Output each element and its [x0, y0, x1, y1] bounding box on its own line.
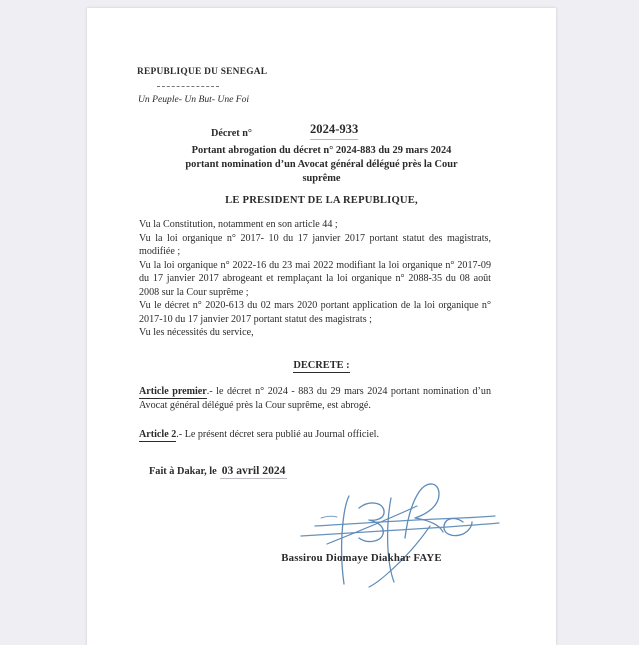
article-first-body: .- le décret n° 2024 - 883 du 29 mars 2024 portant nomination d’un Avocat général délégué près la Cour suprême, est abrogé. [139, 386, 492, 411]
decree-title-line-2: portant nomination d’un Avocat général délégué près la Cour [185, 159, 458, 170]
article-first-heading: Article premier [139, 386, 207, 397]
handwritten-signature-icon [287, 474, 537, 589]
national-motto: Un Peuple- Un But- Une Foi [138, 94, 250, 105]
article-second-heading: Article 2 [139, 429, 177, 440]
document-page [87, 8, 556, 645]
signature-date: 03 avril 2024 [221, 464, 286, 477]
article-second [139, 428, 491, 442]
enacting-clause [87, 360, 556, 371]
header-divider [157, 86, 219, 90]
decree-title-line-1: Portant abrogation du décret n° 2024-883 du 29 mars 2024 [191, 145, 452, 156]
republic-heading: REPUBLIQUE DU SENEGAL [137, 67, 268, 77]
place-date-prefix: Fait à Dakar, le [149, 466, 217, 477]
decree-number: 2024-933 [310, 122, 358, 140]
decree-title [87, 144, 556, 186]
enacting-clause-text: DECRETE : [293, 360, 350, 371]
issuing-authority: LE PRESIDENT DE LA REPUBLIQUE, [225, 195, 418, 206]
signer-name: Bassirou Diomaye Diakhar FAYE [281, 552, 442, 564]
place-and-date [149, 464, 287, 477]
recital-item: Vu la Constitution, notamment en son article 44 ; [139, 219, 338, 230]
document-body [87, 8, 556, 645]
recitals-block [139, 218, 491, 340]
decree-title-line-3: suprême [302, 173, 341, 184]
article-first [139, 385, 491, 412]
recital-item: Vu le décret n° 2020-613 du 02 mars 2020 portant application de la loi organique n° 2017-10 du 17 janvier 2017 portant statut des magistrats ; [139, 300, 491, 325]
signature-block [287, 474, 537, 589]
article-second-body: .- Le présent décret sera publié au Journal officiel. [176, 429, 380, 440]
decree-label: Décret n° [211, 128, 252, 139]
recital-item: Vu les nécessités du service, [139, 327, 254, 339]
recital-item: Vu la loi organique n° 2022-16 du 23 mai 2022 modifiant la loi organique n° 2017-09 du 17 janvier 2017 abrogeant et remplaçant la loi organique n° 2088-35 du 08 août 2008 sur la Cour suprême ; [139, 259, 491, 298]
recital-item: Vu la loi organique n° 2017- 10 du 17 janvier 2017 portant statut des magistrats, modifiée ; [139, 232, 491, 258]
